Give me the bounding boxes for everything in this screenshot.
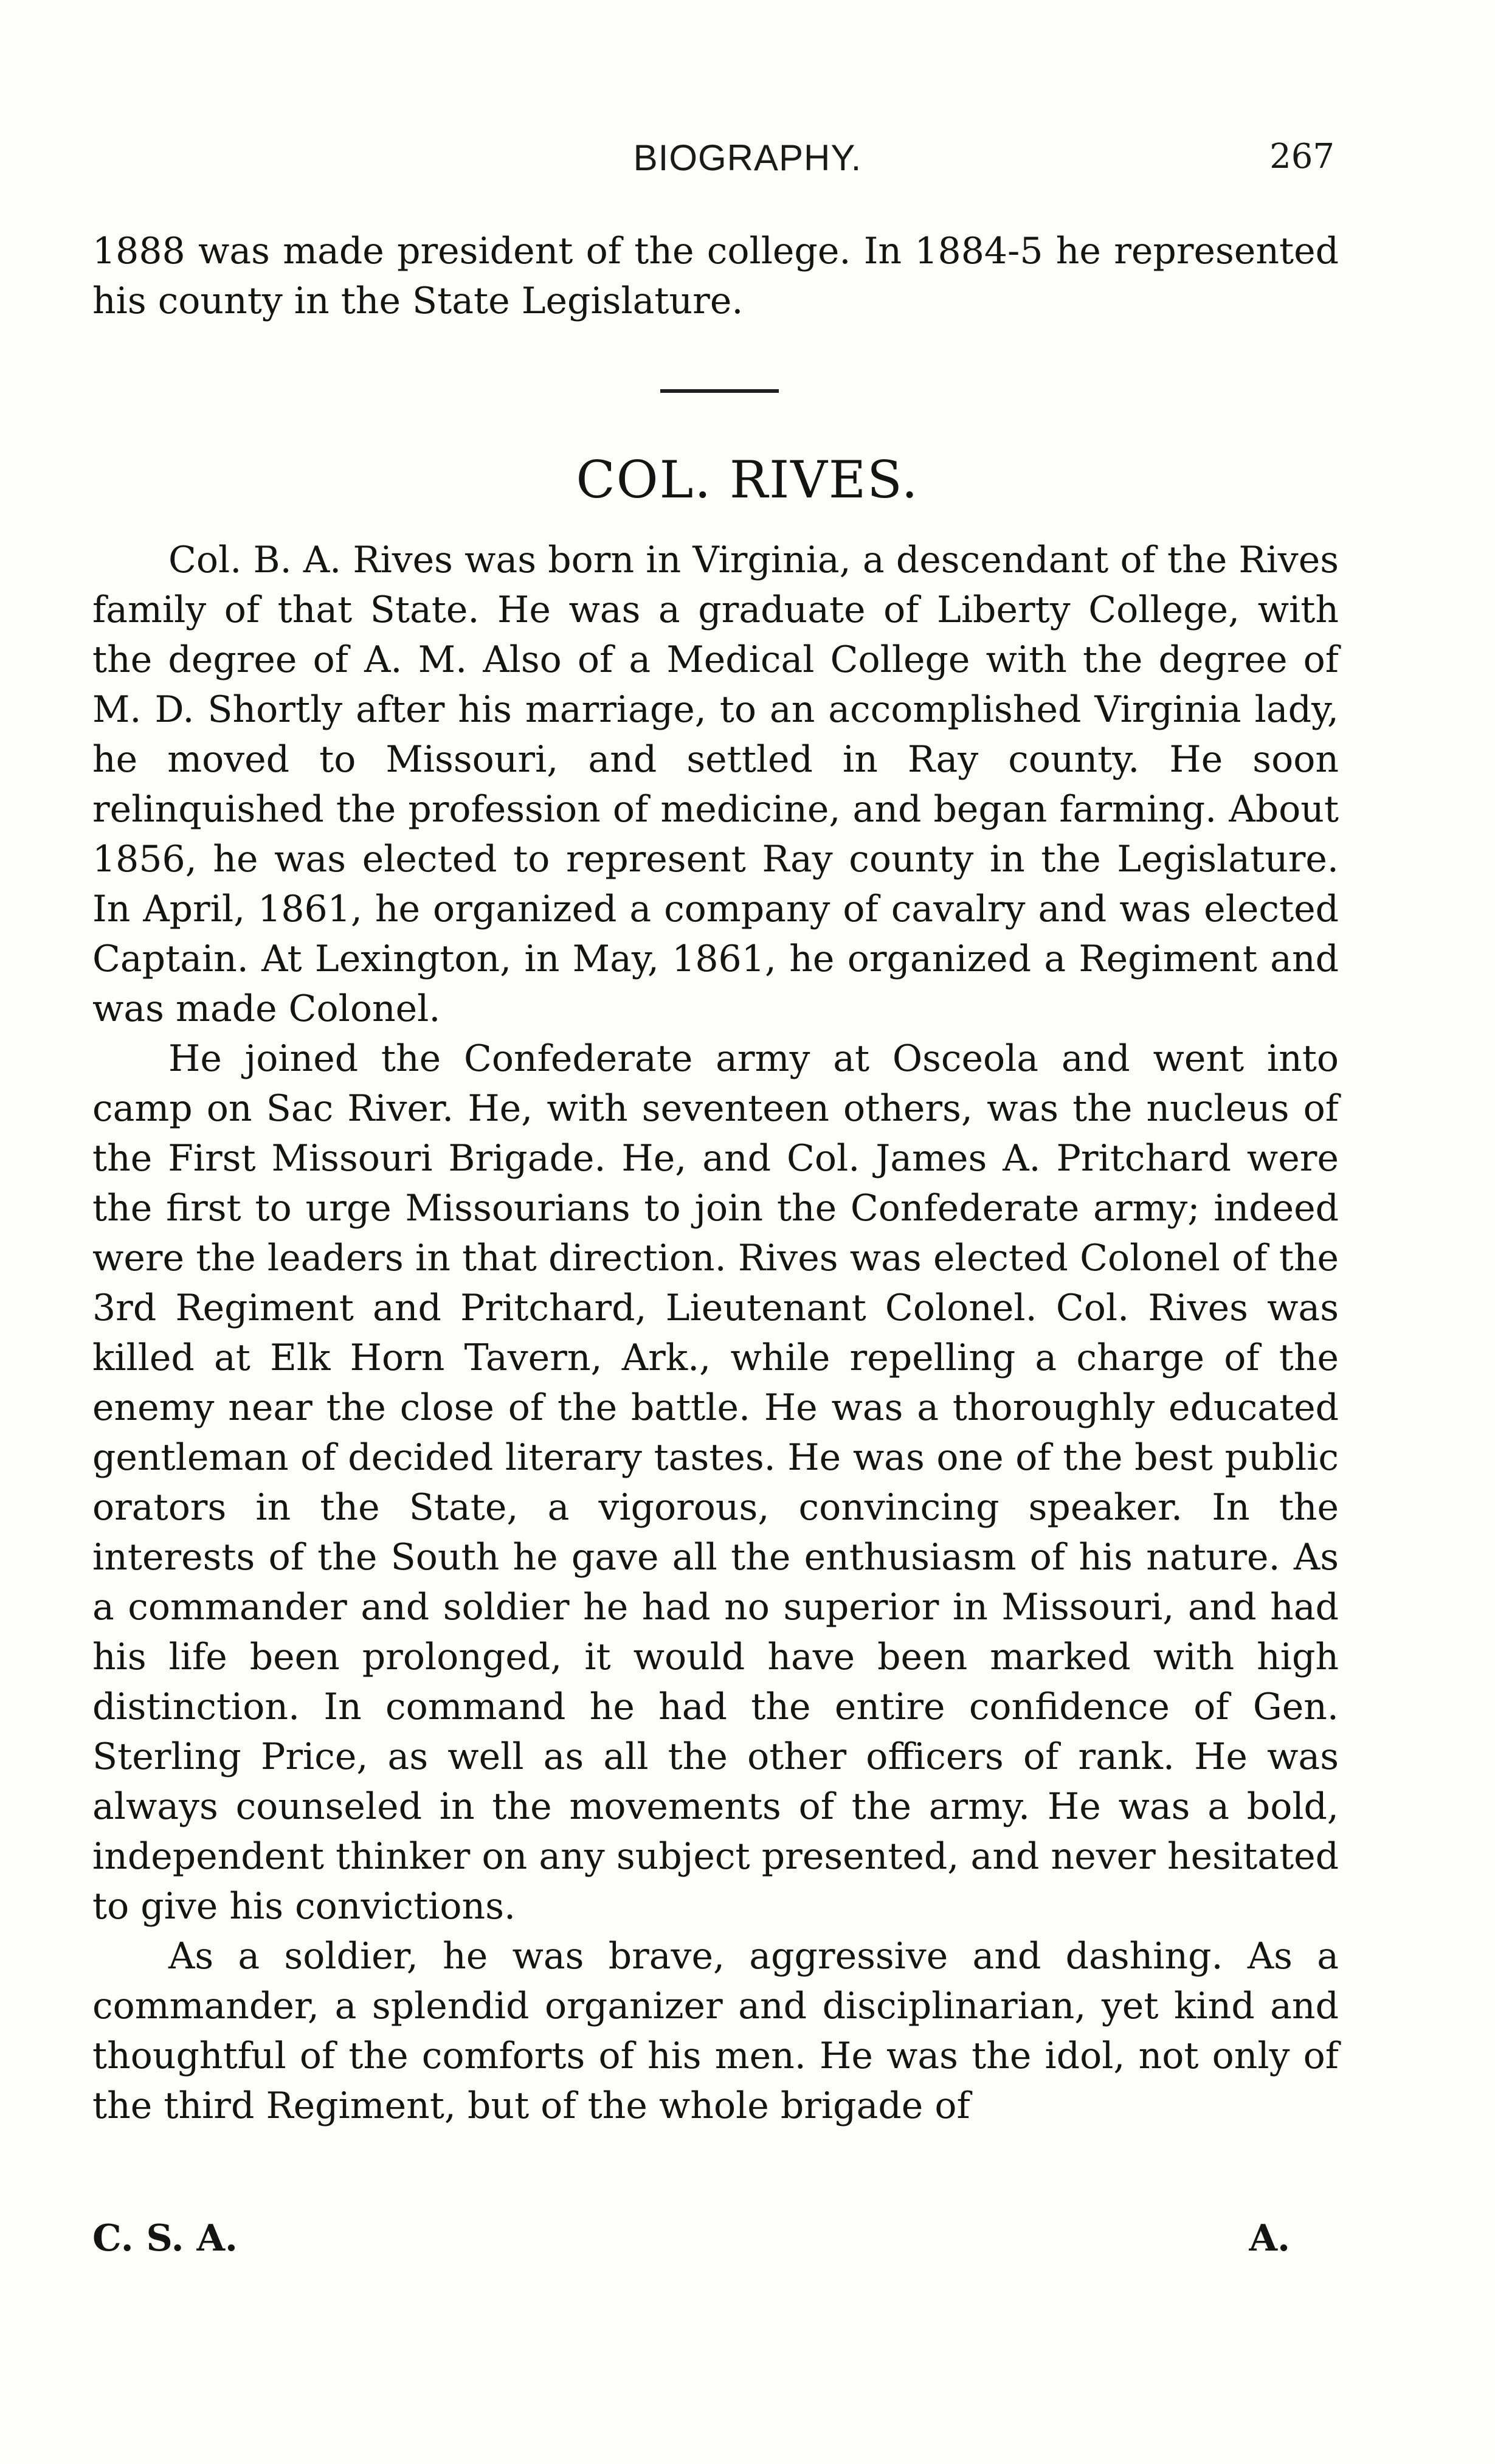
page-number: 267	[1269, 137, 1334, 176]
running-title: BIOGRAPHY.	[633, 137, 862, 178]
section-title: COL. RIVES.	[576, 450, 919, 510]
continuation-paragraph: 1888 was made president of the college. In 1884-5 he represented his county in the State Legislature.	[92, 230, 1339, 322]
signature-right: A.	[1249, 2217, 1290, 2260]
biography-body	[92, 535, 1339, 2280]
signature-line	[92, 2213, 1339, 2268]
paragraph-3: As a soldier, he was brave, aggressive and dashing. As a commander, a splendid organizer and disciplinarian, yet kind and thoughtful of the comforts of his men. He was the idol, not only of the third Regiment, but of the whole brigade of	[92, 1935, 1339, 2127]
section-divider-rule	[660, 389, 779, 393]
signature-left: C. S. A.	[92, 2217, 238, 2260]
paragraph-1: Col. B. A. Rives was born in Virginia, a descendant of the Rives family of that State. He was a graduate of Liberty College, with the degree of A. M. Also of a Medical College with the degree of M. D. Shortly after his marriage, to an accomplished Virginia lady, he moved to Missouri, and settled in Ray county. He soon relinquished the profession of medicine, and began farming. About 1856, he was elected to represent Ray county in the Legislature. In April, 1861, he organized a company of cavalry and was elected Captain. At Lexington, in May, 1861, he organized a Regiment and was made Colonel.	[92, 539, 1339, 1030]
paragraph-2: He joined the Confederate army at Osceola and went into camp on Sac River. He, with seventeen others, was the nucleus of the First Missouri Brigade. He, and Col. James A. Pritchard were the first to urge Missourians to join the Confederate army; indeed were the leaders in that direction. Rives was elected Colonel of the 3rd Regiment and Pritchard, Lieutenant Colonel. Col. Rives was killed at Elk Horn Tavern, Ark., while repelling a charge of the enemy near the close of the battle. He was a thoroughly educated gentleman of decided literary tastes. He was one of the best public orators in the State, a vigorous, convincing speaker. In the interests of the South he gave all the enthusiasm of his nature. As a commander and soldier he had no superior in Missouri, and had his life been prolonged, it would have been marked with high distinction. In command he had the entire confidence of Gen. Sterling Price, as well as all the other officers of rank. He was always counseled in the movements of the army. He was a bold, independent thinker on any subject presented, and never hesitated to give his convictions.	[92, 1037, 1339, 1928]
running-header	[0, 131, 1495, 185]
